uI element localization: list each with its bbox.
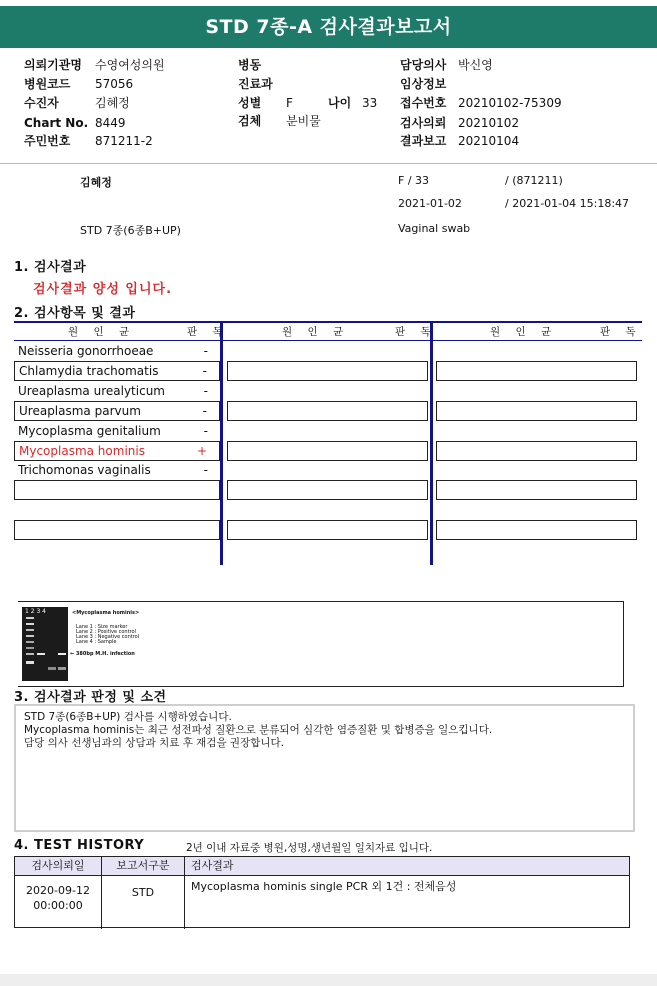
info-label: 검체 — [238, 114, 262, 128]
pathogen-name: Ureaplasma parvum — [19, 404, 141, 418]
history-type: STD — [131, 886, 155, 899]
info-resident-no — [24, 132, 153, 150]
pathogen-result: - — [203, 424, 208, 438]
info-patient — [24, 94, 130, 112]
section-2-title: 2. 검사항목 및 결과 — [14, 306, 136, 321]
section-1-title: 1. 검사결과 — [14, 260, 87, 275]
grid-header-result: 판 독 — [187, 326, 229, 338]
info-label: Chart No. — [24, 116, 89, 130]
grid-header-pathogen: 원 인 균 — [282, 326, 350, 338]
info-chart-no — [24, 114, 126, 132]
info-label: 수진자 — [24, 96, 59, 110]
info-label: 병원코드 — [24, 77, 71, 91]
empty-cell — [14, 520, 220, 540]
pathogen-result: + — [196, 444, 207, 458]
gel-frame-top — [18, 601, 624, 602]
gel-band-label: ← 380bp M.H. infection — [70, 651, 135, 657]
gel-lane-numbers: 1 2 3 4 — [25, 608, 46, 615]
opinion-line: 담당 의사 선생님과의 상담과 치료 후 재검을 권장합니다. — [24, 737, 284, 749]
history-col-type: 보고서구분 — [102, 857, 184, 876]
opinion-line: STD 7종(6종B+UP) 검사를 시행하였습니다. — [24, 711, 232, 723]
history-date: 2020-09-12 — [26, 884, 90, 897]
page-footer — [0, 974, 657, 986]
pathogen-name: Ureaplasma urealyticum — [18, 384, 165, 398]
gel-bands-graphic — [22, 607, 68, 681]
info-value: 33 — [362, 96, 378, 110]
history-result: Mycoplasma hominis single PCR 외 1건 : 전체음성 — [191, 880, 457, 893]
gel-title: <Mycoplasma hominis> — [72, 610, 140, 616]
info-age — [328, 94, 377, 112]
info-label: 나이 — [328, 96, 352, 110]
history-note: 2년 이내 자료중 병원,성명,생년월일 일치자료 입니다. — [186, 842, 433, 854]
info-value: 김혜정 — [95, 96, 130, 110]
pathogen-result: - — [202, 364, 207, 378]
empty-cell — [227, 520, 428, 540]
empty-cell — [227, 401, 428, 421]
empty-cell — [436, 520, 637, 540]
info-label: 검사의뢰 — [400, 116, 447, 130]
gel-frame-right — [623, 601, 624, 687]
info-label: 임상정보 — [400, 77, 447, 91]
info-value: 57056 — [95, 77, 134, 91]
info-value: 20210102 — [458, 116, 520, 130]
pathogen-name: Mycoplasma hominis — [19, 444, 145, 458]
specimen-type: Vaginal swab — [398, 222, 471, 235]
pathogen-row-positive — [14, 441, 220, 461]
pathogen-name: Mycoplasma genitalium — [18, 424, 161, 438]
info-label: 성별 — [238, 96, 262, 110]
empty-cell — [227, 361, 428, 381]
empty-cell — [227, 441, 428, 461]
info-value: 8449 — [95, 116, 126, 130]
grid-header-result: 판 독 — [395, 326, 437, 338]
grid-header-result: 판 독 — [600, 326, 642, 338]
info-receipt-no — [400, 94, 562, 112]
gel-legend-lane-3: Lane 3 : Negative control — [76, 634, 140, 640]
gel-electrophoresis-image — [22, 607, 68, 681]
receipt-date: 2021-01-02 — [398, 197, 462, 210]
info-department — [238, 75, 286, 93]
info-value: 분비물 — [286, 114, 321, 128]
pathogen-row — [14, 422, 220, 442]
info-value: 20210104 — [458, 134, 520, 148]
pathogen-result: - — [202, 404, 207, 418]
report-time: / 2021-01-04 15:18:47 — [505, 197, 630, 210]
info-label: 접수번호 — [400, 96, 447, 110]
info-request-date — [400, 114, 519, 132]
info-specimen — [238, 112, 321, 130]
grid-top-border — [14, 321, 642, 323]
info-label: 의뢰기관명 — [24, 58, 82, 72]
info-label: 병동 — [238, 58, 262, 72]
history-time: 00:00:00 — [33, 899, 83, 912]
section-4-title: 4. TEST HISTORY — [14, 838, 145, 853]
gel-legend-lane-2: Lane 2 : Positive control — [76, 629, 136, 635]
report-title: STD 7종-A 검사결과보고서 — [0, 6, 657, 48]
history-table — [14, 856, 630, 928]
empty-cell — [436, 361, 637, 381]
pathogen-name: Chlamydia trachomatis — [19, 364, 159, 378]
info-value: 수영여성의원 — [95, 58, 165, 72]
patient-id: / (871211) — [505, 174, 563, 187]
info-value: 20210102-75309 — [458, 96, 562, 110]
gel-legend-lane-4: Lane 4 : Sample — [76, 639, 117, 645]
pathogen-name: Trichomonas vaginalis — [18, 463, 151, 477]
section-3-title: 3. 검사결과 판정 및 소견 — [14, 690, 167, 705]
info-label: 진료과 — [238, 77, 273, 91]
grid-header-border — [14, 340, 642, 341]
pathogen-result: - — [203, 463, 208, 477]
grid-header-pathogen: 원 인 균 — [490, 326, 558, 338]
info-value: 박신영 — [458, 58, 493, 72]
empty-cell — [436, 441, 637, 461]
empty-cell — [227, 480, 428, 500]
pathogen-row — [14, 342, 220, 362]
info-ward — [238, 56, 286, 74]
opinion-line: Mycoplasma hominis는 최근 성전파성 질환으로 분류되어 심각한 염증질환 및 합병증을 일으킵니다. — [24, 724, 493, 736]
pathogen-row — [14, 382, 220, 402]
info-value: F — [286, 96, 293, 110]
info-label: 결과보고 — [400, 134, 447, 148]
grid-column-divider — [430, 321, 433, 565]
pathogen-row — [14, 361, 220, 381]
gel-legend-lane-1: Lane 1 : Size marker — [76, 624, 128, 630]
pathogen-result: - — [203, 384, 208, 398]
empty-cell — [14, 480, 220, 500]
opinion-box — [14, 704, 635, 832]
info-hospital-code — [24, 75, 133, 93]
pathogen-result: - — [203, 344, 208, 358]
pathogen-row — [14, 401, 220, 421]
info-label: 담당의사 — [400, 58, 447, 72]
history-divider — [184, 857, 185, 929]
patient-name: 김혜정 — [80, 176, 112, 189]
empty-cell — [436, 401, 637, 421]
history-col-date: 검사의뢰일 — [15, 857, 101, 876]
grid-column-divider — [220, 321, 223, 565]
test-name: STD 7종(6종B+UP) — [80, 224, 181, 237]
info-label: 주민번호 — [24, 134, 71, 148]
pathogen-name: Neisseria gonorrhoeae — [18, 344, 154, 358]
empty-cell — [436, 480, 637, 500]
info-doctor — [400, 56, 493, 74]
history-col-result: 검사결과 — [185, 857, 629, 876]
info-value: 871211-2 — [95, 134, 153, 148]
pathogen-row — [14, 461, 220, 481]
result-summary: 검사결과 양성 입니다. — [33, 282, 173, 297]
sex-age: F / 33 — [398, 174, 430, 187]
info-sex — [238, 94, 293, 112]
info-hospital — [24, 56, 165, 74]
info-report-date — [400, 132, 519, 150]
info-clinical — [400, 75, 458, 93]
grid-header-pathogen: 원 인 균 — [68, 326, 136, 338]
